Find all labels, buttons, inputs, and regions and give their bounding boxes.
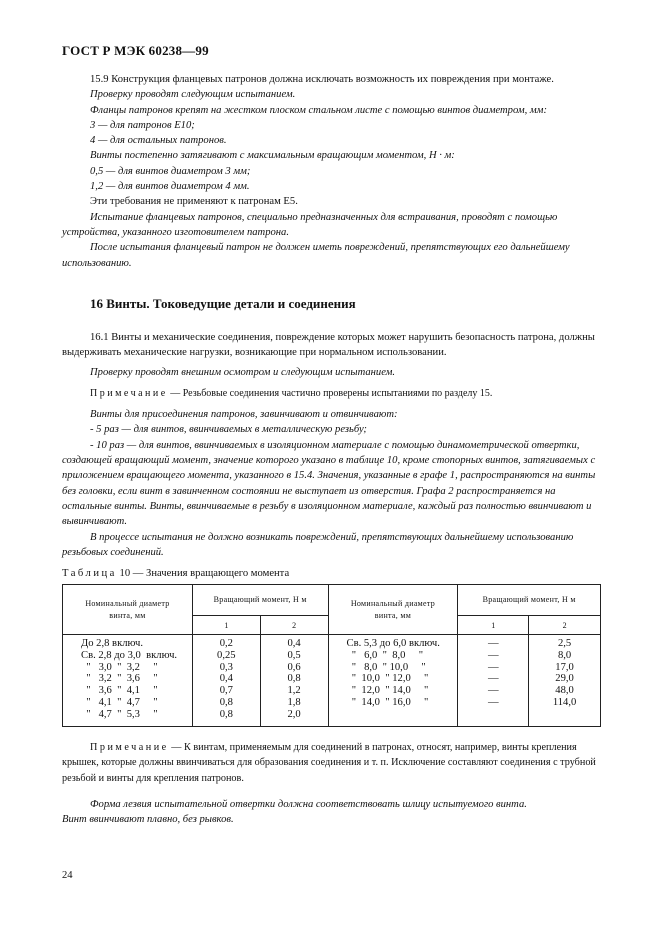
header-diameter: Номинальный диаметр винта, мм — [328, 585, 458, 635]
section-16-title: 16 Винты. Токоведущие детали и соединения — [90, 296, 356, 311]
header-torque: Вращающий момент, Н м — [192, 585, 328, 616]
table-cell-value: — — [487, 661, 499, 673]
table-cell-value: " 4,1 " 4,7 " — [81, 696, 158, 708]
table-cell-value: 48,0 — [555, 685, 574, 697]
table-cell-value: 0,8 — [287, 673, 301, 685]
subheader-col-2: 2 — [529, 616, 601, 635]
table-cell-value: 0,8 — [219, 708, 233, 720]
note — [62, 386, 602, 401]
table-cell-value: 1,8 — [287, 696, 301, 708]
paragraph: Проверку проводят следующим испытанием. — [90, 89, 296, 101]
table-cell-value: — — [487, 685, 499, 697]
clause-16-1 — [62, 330, 602, 560]
paragraph: После испытания фланцевый патрон не должен иметь повреждений, препятствующих его дальнейшему использованию. — [62, 242, 570, 269]
note-text: — К винтам, применяемым для соединений в патронах, относят, например, винты крепления крышек, которые должны ввинчиваться для образования соединения и т. п. Исключение составляют соединения с трубной резьбой и винты для крепления патронов. — [62, 742, 596, 784]
paragraph: - 10 раз — для винтов, ввинчиваемых в изоляционном материале с помощью динамометрической отвертки, создающей вращающий момент, значение которого указано в таблице 10, кроме стопорных винтов, затягиваемых с приложением вращающего момента, указанного в 15.4. Значения, указанные в графе 1, распространяются на винты без головки, если винт в завинченном состоянии не выступает из отверстия. Графа 2 распространяется на остальные винты. Винты, ввинчиваемые в резьбу в изоляционном материале, каждый раз полностью ввинчивают и вывинчивают. — [62, 439, 596, 528]
paragraph: В процессе испытания не должно возникать повреждений, препятствующих дальнейшему использованию резьбовых соединений. — [62, 531, 574, 558]
table-cell-value: 0,7 — [219, 685, 233, 697]
table-cell-value: — — [487, 649, 499, 661]
left-diameter-cell — [63, 635, 193, 727]
table-cell-value: 29,0 — [555, 673, 574, 685]
table-caption — [62, 568, 289, 579]
table-cell-value: 17,0 — [555, 661, 574, 673]
paragraph: 4 — для остальных патронов. — [90, 135, 227, 147]
paragraph: Фланцы патронов крепят на жестком плоском стальном листе с помощью винтов диаметром, мм: — [90, 104, 547, 116]
paragraph: Испытание фланцевых патронов, специально предназначенных для встраивания, проводят с помощью устройства, указанного изготовителем патрона. — [62, 211, 558, 238]
table-cell-value: " 3,0 " 3,2 " — [81, 661, 158, 673]
table-cell-value: 0,2 — [219, 638, 233, 649]
running-header: ГОСТ Р МЭК 60238—99 — [62, 43, 209, 58]
table-cell-value: 0,25 — [217, 649, 236, 661]
table-caption-label: Таблица — [62, 568, 117, 579]
table-cell-value: — — [487, 696, 499, 708]
table-cell-value: — — [487, 638, 499, 649]
table-cell-value: 0,3 — [219, 661, 233, 673]
paragraph: - 5 раз — для винтов, ввинчиваемых в металлическую резьбу; — [90, 424, 367, 436]
table-cell-value: Св. 5,3 до 6,0 включ. — [346, 638, 440, 649]
note-label: Примечание — [90, 742, 169, 753]
torque-table — [62, 584, 601, 727]
paragraph: Форма лезвия испытательной отвертки должна соответствовать шлицу испытуемого винта. — [90, 799, 527, 810]
note-text: — Резьбовые соединения частично проверены испытаниями по разделу 15. — [167, 387, 493, 399]
paragraph: Винты для присоединения патронов, завинчивают и отвинчивают: — [90, 409, 398, 421]
table-cell-value: 0,8 — [219, 696, 233, 708]
table-cell-value: " 8,0 " 10,0 " — [346, 661, 426, 673]
paragraph: 1,2 — для винтов диаметром 4 мм. — [90, 181, 250, 193]
paragraph: 15.9 Конструкция фланцевых патронов должна исключать возможность их повреждения при монтаже. — [90, 74, 554, 85]
table-cell-value: 0,6 — [287, 661, 301, 673]
right-col1-cell — [458, 635, 529, 727]
table-caption-text: 10 — Значения вращающего момента — [116, 568, 290, 579]
table-cell-value: 114,0 — [552, 696, 577, 708]
table-cell-value: 0,5 — [287, 649, 301, 661]
paragraph: 3 — для патронов E10; — [90, 119, 195, 131]
paragraph: Эти требования не применяют к патронам E5. — [90, 196, 298, 208]
subheader-col-1: 1 — [192, 616, 260, 635]
table-cell-value: До 2,8 включ. — [81, 638, 143, 649]
header-torque: Вращающий момент, Н м — [458, 585, 601, 616]
table-cell-value: — — [487, 673, 499, 685]
table-cell-value: 0,4 — [287, 638, 301, 649]
left-col2-cell — [260, 635, 328, 727]
paragraph: Проверку проводят внешним осмотром и следующим испытанием. — [90, 366, 396, 378]
right-col2-cell — [529, 635, 601, 727]
table-cell-value: 2,5 — [557, 638, 572, 649]
table-cell-value: 8,0 — [557, 649, 572, 661]
paragraph: Винты постепенно затягивают с максимальным вращающим моментом, Н · м: — [90, 150, 455, 162]
table-cell-value: Св. 2,8 до 3,0 включ. — [81, 649, 178, 661]
table-cell-value: " 6,0 " 8,0 " — [346, 649, 424, 661]
table-cell-value: " 3,6 " 4,1 " — [81, 685, 158, 697]
header-diameter: Номинальный диаметр винта, мм — [63, 585, 193, 635]
table-cell-value: 1,2 — [287, 685, 301, 697]
table-cell-value: " 14,0 " 16,0 " — [346, 696, 429, 708]
table-cell-value: " 10,0 " 12,0 " — [346, 673, 429, 685]
table-cell-value: " 3,2 " 3,6 " — [81, 673, 158, 685]
table-cell-value: 0,4 — [219, 673, 233, 685]
paragraph: Винт ввинчивают плавно, без рывков. — [62, 814, 234, 826]
subheader-col-2: 2 — [260, 616, 328, 635]
table-cell-value: 2,0 — [287, 708, 301, 720]
table-cell-value: " 12,0 " 14,0 " — [346, 685, 429, 697]
right-diameter-cell — [328, 635, 458, 727]
note-2 — [62, 740, 602, 786]
paragraph: 16.1 Винты и механические соединения, повреждение которых может нарушить безопасность патрона, должны выдерживать механические нагрузки, возникающие при нормальном использовании. — [62, 332, 595, 359]
clause-15-9 — [62, 72, 602, 271]
left-col1-cell — [192, 635, 260, 727]
closing-paragraphs — [62, 797, 602, 828]
note-label: Примечание — [90, 387, 168, 399]
table-cell-value: " 4,7 " 5,3 " — [81, 708, 158, 720]
paragraph: 0,5 — для винтов диаметром 3 мм; — [90, 165, 251, 177]
subheader-col-1: 1 — [458, 616, 529, 635]
page-number: 24 — [62, 870, 73, 881]
